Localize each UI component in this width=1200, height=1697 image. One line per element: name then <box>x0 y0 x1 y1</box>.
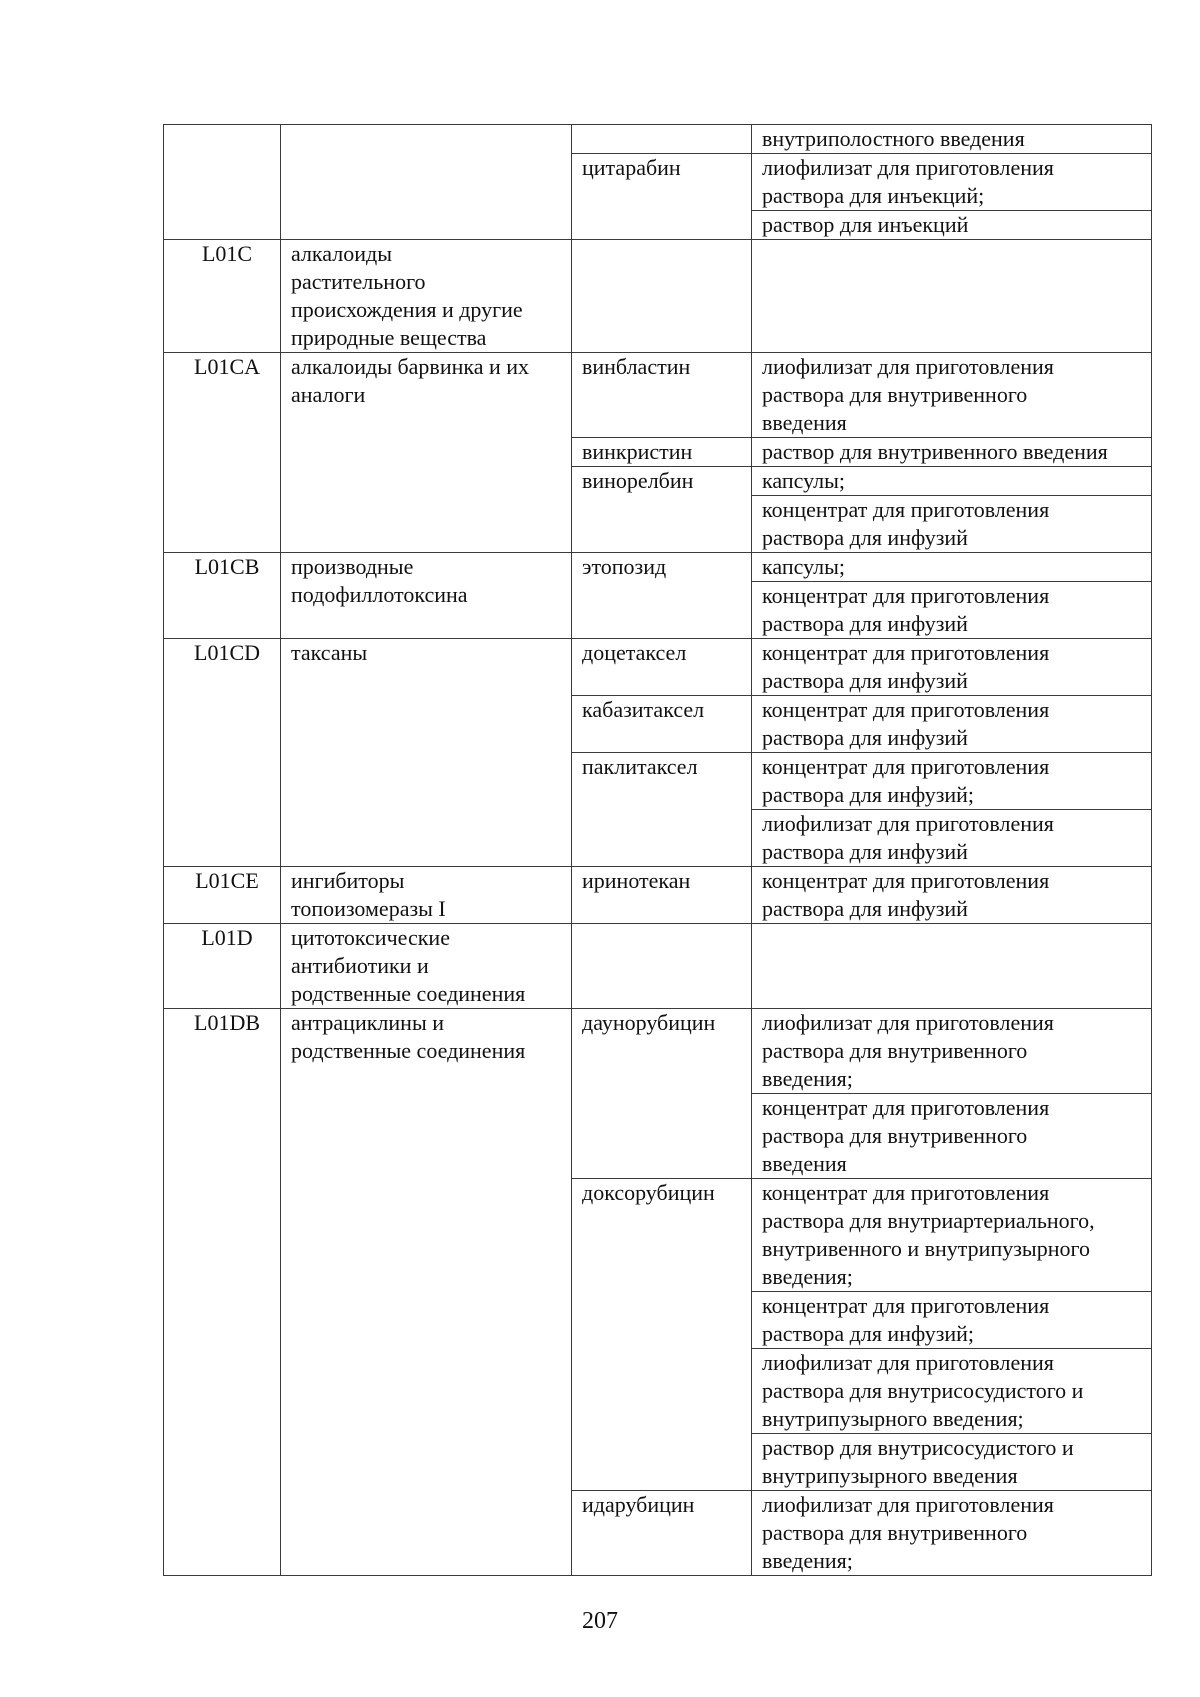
dosage-form-cell: раствор для внутривенного введения <box>752 438 1152 467</box>
dosage-form-cell: лиофилизат для приготовления раствора для внутривенного введения; <box>752 1491 1152 1576</box>
atc-code-cell: L01D <box>164 924 281 1009</box>
group-cell: алкалоиды растительного происхождения и другие природные вещества <box>281 240 572 353</box>
dosage-form-cell: капсулы; <box>752 467 1152 496</box>
dosage-form-cell: лиофилизат для приготовления раствора для инъекций; <box>752 154 1152 211</box>
drug-cell <box>572 125 752 154</box>
dosage-form-cell: лиофилизат для приготовления раствора для инфузий <box>752 810 1152 867</box>
drug-cell: винорелбин <box>572 467 752 553</box>
table-row <box>164 125 1152 154</box>
group-cell: производные подофиллотоксина <box>281 553 572 639</box>
page-number: 207 <box>582 1608 618 1634</box>
dosage-form-cell: концентрат для приготовления раствора для инфузий <box>752 639 1152 696</box>
table-row <box>164 1009 1152 1094</box>
dosage-form-cell: концентрат для приготовления раствора для инфузий <box>752 496 1152 553</box>
group-cell: цитотоксические антибиотики и родственные соединения <box>281 924 572 1009</box>
atc-code-cell: L01C <box>164 240 281 353</box>
atc-code-cell: L01CB <box>164 553 281 639</box>
dosage-form-cell <box>752 924 1152 1009</box>
dosage-form-cell: лиофилизат для приготовления раствора для внутривенного введения <box>752 353 1152 438</box>
table-row <box>164 639 1152 696</box>
group-cell: антрациклины и родственные соединения <box>281 1009 572 1576</box>
dosage-form-cell: концентрат для приготовления раствора для внутривенного введения <box>752 1094 1152 1179</box>
dosage-form-cell: лиофилизат для приготовления раствора для внутрисосудистого и внутрипузырного введения; <box>752 1349 1152 1434</box>
table-row <box>164 240 1152 353</box>
drug-cell <box>572 924 752 1009</box>
atc-code-cell <box>164 125 281 240</box>
drug-cell: винбластин <box>572 353 752 438</box>
dosage-form-cell: концентрат для приготовления раствора для инфузий; <box>752 1292 1152 1349</box>
drug-cell: доцетаксел <box>572 639 752 696</box>
group-cell: ингибиторы топоизомеразы I <box>281 867 572 924</box>
drug-cell: этопозид <box>572 553 752 639</box>
drug-cell: даунорубицин <box>572 1009 752 1179</box>
table-row <box>164 553 1152 582</box>
dosage-form-cell: концентрат для приготовления раствора для инфузий; <box>752 753 1152 810</box>
atc-code-cell: L01DB <box>164 1009 281 1576</box>
drug-cell: паклитаксел <box>572 753 752 867</box>
dosage-form-cell <box>752 240 1152 353</box>
dosage-form-cell: концентрат для приготовления раствора для инфузий <box>752 696 1152 753</box>
atc-code-cell: L01CD <box>164 639 281 867</box>
drug-cell: доксорубицин <box>572 1179 752 1491</box>
group-cell <box>281 125 572 240</box>
drug-cell: идарубицин <box>572 1491 752 1576</box>
dosage-form-cell: внутриполостного введения <box>752 125 1152 154</box>
drug-cell: иринотекан <box>572 867 752 924</box>
dosage-form-cell: раствор для инъекций <box>752 211 1152 240</box>
table-row <box>164 353 1152 438</box>
drug-classification-table <box>163 124 1152 1576</box>
group-cell: алкалоиды барвинка и их аналоги <box>281 353 572 553</box>
dosage-form-cell: лиофилизат для приготовления раствора для внутривенного введения; <box>752 1009 1152 1094</box>
drug-cell: винкристин <box>572 438 752 467</box>
table-row <box>164 924 1152 1009</box>
dosage-form-cell: концентрат для приготовления раствора для внутриартериального, внутривенного и внутрипузырного введения; <box>752 1179 1152 1292</box>
dosage-form-cell: капсулы; <box>752 553 1152 582</box>
table-row <box>164 867 1152 924</box>
group-cell: таксаны <box>281 639 572 867</box>
atc-code-cell: L01CA <box>164 353 281 553</box>
dosage-form-cell: раствор для внутрисосудистого и внутрипузырного введения <box>752 1434 1152 1491</box>
drug-cell: цитарабин <box>572 154 752 240</box>
atc-code-cell: L01CE <box>164 867 281 924</box>
dosage-form-cell: концентрат для приготовления раствора для инфузий <box>752 582 1152 639</box>
drug-cell <box>572 240 752 353</box>
drug-cell: кабазитаксел <box>572 696 752 753</box>
dosage-form-cell: концентрат для приготовления раствора для инфузий <box>752 867 1152 924</box>
